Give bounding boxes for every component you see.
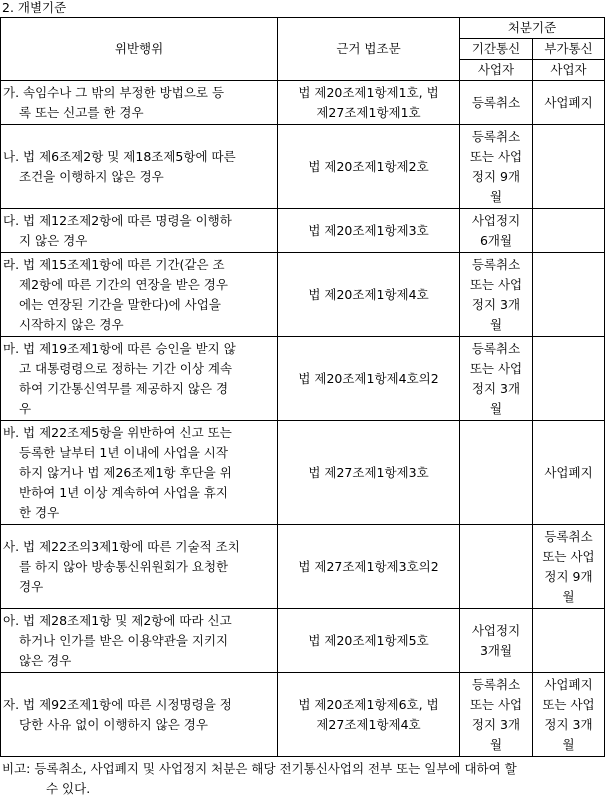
table-row [1, 525, 605, 609]
violation-line: 를 하지 않아 방송통신위원회가 요청한 [19, 558, 229, 574]
primary-disposition-line: 등록취소 [471, 676, 521, 692]
violation-line: 경우 [19, 578, 44, 594]
primary-disposition-line: 사업정지 [471, 622, 521, 638]
violation-cell [1, 125, 278, 209]
primary-disposition-cell [460, 673, 533, 757]
violation-line: 아. 법 제28조제1항 및 제2항에 따라 신고 [3, 612, 232, 628]
violation-line: 마. 법 제19조제1항에 따른 승인을 받지 않 [3, 340, 236, 356]
header-primary: 기간통신 [460, 39, 533, 60]
violation-cell [1, 673, 278, 757]
value-added-disposition-line: 월 [562, 736, 575, 752]
primary-disposition-line: 정지 3개 [471, 380, 521, 396]
value-added-disposition-line: 사업폐지 [544, 464, 593, 480]
primary-disposition-line: 월 [489, 316, 503, 332]
header-primary: 사업자 [460, 60, 533, 81]
primary-disposition-cell [460, 209, 533, 253]
primary-disposition-line: 등록취소 [471, 94, 521, 110]
violation-cell [1, 81, 278, 125]
violation-line: 등록한 날부터 1년 이내에 사업을 시작 [19, 444, 228, 460]
primary-disposition-line: 월 [489, 736, 503, 752]
table-row [1, 337, 605, 421]
primary-disposition-cell [460, 609, 533, 673]
violation-line: 에는 연장된 기간을 말한다)에 사업을 [19, 296, 221, 312]
basis-line: 법 제20조제1항제5호 [308, 632, 429, 648]
table-row [1, 673, 605, 757]
value-added-disposition-cell [533, 673, 605, 757]
primary-disposition-line: 또는 사업 [469, 360, 523, 376]
primary-disposition-cell [460, 81, 533, 125]
header-violation: 위반행위 [1, 18, 278, 81]
disposition-criteria-table [0, 17, 605, 757]
basis-cell [278, 525, 460, 609]
primary-disposition-line: 3개월 [479, 642, 513, 658]
violation-line: 제2항에 따른 기간의 연장을 받은 경우 [19, 276, 228, 292]
value-added-disposition-line: 등록취소 [544, 528, 593, 544]
primary-disposition-line: 또는 사업 [469, 276, 523, 292]
header-value-added: 부가통신 [533, 39, 605, 60]
notes-line: 비고: 등록취소, 사업폐지 및 사업정지 처분은 해당 전기통신사업의 전부 또는 일부에 대하여 할 [2, 761, 517, 776]
violation-line: 나. 법 제6조제2항 및 제18조제5항에 따른 [3, 148, 236, 164]
violation-line: 라. 법 제15조제1항에 따른 기간(같은 조 [3, 256, 225, 272]
value-added-disposition-line: 또는 사업 [542, 696, 595, 712]
header-disposition: 처분기준 [460, 18, 605, 39]
violation-line: 가. 속임수나 그 밖의 부정한 방법으로 등 [3, 84, 225, 100]
violation-line: 사. 법 제22조의3제1항에 따른 기술적 조치 [3, 538, 240, 554]
basis-line: 법 제20조제1항제4호의2 [298, 370, 439, 386]
violation-line: 바. 법 제22조제5항을 위반하여 신고 또는 [3, 424, 232, 440]
value-added-disposition-line: 사업폐지 [544, 676, 593, 692]
primary-disposition-line: 정지 3개 [471, 716, 521, 732]
basis-line: 법 제20조제1항제6호, 법 [298, 696, 439, 712]
primary-disposition-line: 월 [489, 400, 503, 416]
primary-disposition-cell [460, 337, 533, 421]
violation-cell [1, 421, 278, 525]
value-added-disposition-cell [533, 421, 605, 525]
value-added-disposition-cell [533, 81, 605, 125]
primary-disposition-line: 등록취소 [471, 340, 521, 356]
value-added-disposition-cell [533, 209, 605, 253]
section-title: 2. 개별기준 [2, 0, 67, 15]
basis-line: 법 제27조제1항제3호 [308, 464, 429, 480]
table-row [1, 253, 605, 337]
violation-line: 반하여 1년 이상 계속하여 사업을 휴지 [19, 484, 228, 500]
primary-disposition-line: 6개월 [479, 232, 513, 248]
basis-line: 법 제20조제1항제2호 [308, 158, 429, 174]
violation-line: 자. 법 제92조제1항에 따른 시정명령을 정 [3, 696, 232, 712]
basis-line: 제27조제1항제1호 [316, 104, 421, 120]
primary-disposition-line: 정지 3개 [471, 296, 521, 312]
primary-disposition-line: 또는 사업 [469, 696, 523, 712]
header-basis: 근거 법조문 [278, 18, 460, 81]
primary-disposition-line: 등록취소 [471, 256, 521, 272]
table-row [1, 125, 605, 209]
value-added-disposition-line: 월 [562, 588, 575, 604]
header-value-added: 사업자 [533, 60, 605, 81]
basis-line: 법 제20조제1항제1호, 법 [298, 84, 439, 100]
value-added-disposition-line: 사업폐지 [544, 94, 593, 110]
violation-line: 다. 법 제12조제2항에 따른 명령을 이행하 [3, 212, 232, 228]
primary-disposition-line: 또는 사업 [469, 148, 523, 164]
notes [2, 759, 602, 799]
value-added-disposition-cell [533, 337, 605, 421]
primary-disposition-line: 정지 9개 [471, 168, 521, 184]
violation-cell [1, 337, 278, 421]
table-row [1, 81, 605, 125]
violation-line: 조건을 이행하지 않은 경우 [19, 168, 164, 184]
violation-line: 지 않은 경우 [19, 232, 88, 248]
violation-line: 한 경우 [19, 504, 60, 520]
violation-line: 않은 경우 [19, 652, 72, 668]
basis-cell [278, 337, 460, 421]
violation-line: 당한 사유 없이 이행하지 않은 경우 [19, 716, 208, 732]
table-row [1, 421, 605, 525]
basis-line: 법 제20조제1항제3호 [308, 222, 429, 238]
basis-cell [278, 253, 460, 337]
basis-line: 법 제27조제1항제3호의2 [298, 558, 439, 574]
violation-line: 우 [19, 400, 32, 416]
basis-cell [278, 209, 460, 253]
violation-line: 하여 기간통신역무를 제공하지 않은 경 [19, 380, 229, 396]
table-row [1, 609, 605, 673]
basis-line: 제27조제1항제4호 [316, 716, 421, 732]
basis-cell [278, 125, 460, 209]
violation-line: 하지 않거나 법 제26조제1항 후단을 위 [19, 464, 232, 480]
violation-cell [1, 525, 278, 609]
violation-line: 고 대통령령으로 정하는 기간 이상 계속 [19, 360, 233, 376]
value-added-disposition-line: 또는 사업 [542, 548, 595, 564]
violation-cell [1, 253, 278, 337]
basis-cell [278, 81, 460, 125]
basis-line: 법 제20조제1항제4호 [308, 286, 429, 302]
basis-cell [278, 673, 460, 757]
primary-disposition-line: 등록취소 [471, 128, 521, 144]
value-added-disposition-cell [533, 125, 605, 209]
notes-line: 수 있다. [46, 781, 91, 796]
value-added-disposition-line: 정지 3개 [544, 716, 593, 732]
primary-disposition-cell [460, 253, 533, 337]
value-added-disposition-cell [533, 525, 605, 609]
primary-disposition-line: 사업정지 [471, 212, 521, 228]
value-added-disposition-cell [533, 253, 605, 337]
violation-cell [1, 609, 278, 673]
basis-cell [278, 421, 460, 525]
basis-cell [278, 609, 460, 673]
value-added-disposition-cell [533, 609, 605, 673]
primary-disposition-line: 월 [489, 188, 503, 204]
primary-disposition-cell [460, 421, 533, 525]
primary-disposition-cell [460, 125, 533, 209]
violation-cell [1, 209, 278, 253]
primary-disposition-cell [460, 525, 533, 609]
table-row [1, 209, 605, 253]
violation-line: 시작하지 않은 경우 [19, 316, 124, 332]
violation-line: 록 또는 신고를 한 경우 [19, 104, 144, 120]
value-added-disposition-line: 정지 9개 [544, 568, 593, 584]
violation-line: 하거나 인가를 받은 이용약관을 지키지 [19, 632, 229, 648]
